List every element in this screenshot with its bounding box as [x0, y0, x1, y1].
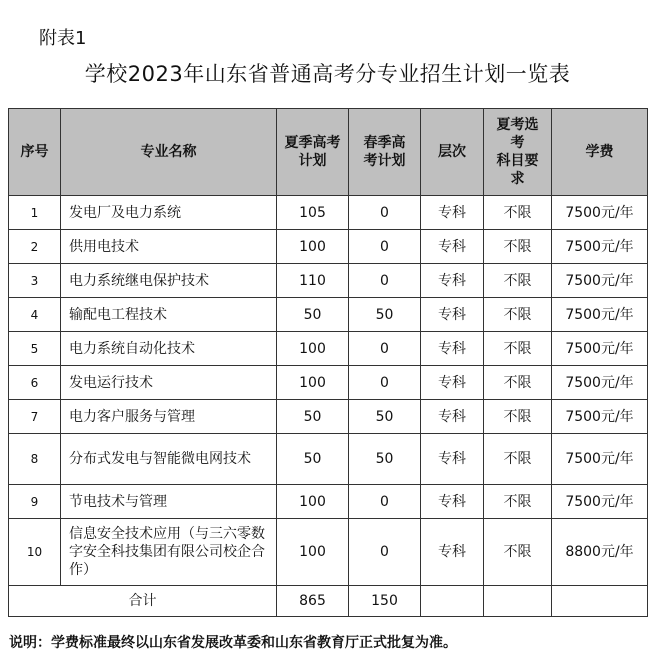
row-major: 分布式发电与智能微电网技术: [61, 434, 277, 485]
row-major: 电力系统自动化技术: [61, 332, 277, 366]
appendix-label: 附表1: [39, 28, 87, 49]
header-subjects-line4: 求: [510, 171, 525, 187]
row-summer: 50: [277, 298, 349, 332]
row-subjects: 不限: [484, 230, 552, 264]
row-fee: 7500元/年: [552, 264, 648, 298]
row-major: 输配电工程技术: [61, 298, 277, 332]
row-index: 2: [9, 230, 61, 264]
row-summer: 50: [277, 434, 349, 485]
row-summer: 100: [277, 230, 349, 264]
row-fee: 7500元/年: [552, 332, 648, 366]
row-major: 发电厂及电力系统: [61, 196, 277, 230]
row-level: 专科: [421, 332, 484, 366]
row-summer: 100: [277, 366, 349, 400]
header-summer-line1: 夏季高考: [284, 135, 341, 151]
total-fee-empty: [552, 586, 648, 617]
header-spring-plan: [349, 109, 421, 196]
page-title: 学校2023年山东省普通高考分专业招生计划一览表: [84, 62, 571, 86]
row-index: 9: [9, 485, 61, 519]
total-spring: 150: [349, 586, 421, 617]
row-major: 节电技术与管理: [61, 485, 277, 519]
row-spring: 0: [349, 264, 421, 298]
header-spring-line2: 考计划: [363, 153, 406, 169]
row-summer: 50: [277, 400, 349, 434]
header-summer-plan: [277, 109, 349, 196]
header-subjects: [484, 109, 552, 196]
table-row: [9, 400, 648, 434]
row-spring: 50: [349, 400, 421, 434]
table-row: [9, 485, 648, 519]
row-index: 6: [9, 366, 61, 400]
table-row: [9, 434, 648, 485]
footnote: 说明：学费标准最终以山东省发展改革委和山东省教育厅正式批复为准。: [9, 635, 457, 651]
row-summer: 110: [277, 264, 349, 298]
row-fee: 7500元/年: [552, 485, 648, 519]
total-label: 合计: [9, 586, 277, 617]
row-index: 3: [9, 264, 61, 298]
header-subjects-line2: 考: [510, 135, 525, 151]
header-level: 层次: [421, 109, 484, 196]
row-index: 5: [9, 332, 61, 366]
row-fee: 7500元/年: [552, 366, 648, 400]
row-major: 电力客户服务与管理: [61, 400, 277, 434]
row-fee: 7500元/年: [552, 434, 648, 485]
row-level: 专科: [421, 298, 484, 332]
header-subjects-line1: 夏考选: [496, 117, 539, 133]
row-subjects: 不限: [484, 298, 552, 332]
row-subjects: 不限: [484, 332, 552, 366]
total-level-empty: [421, 586, 484, 617]
table-row: [9, 366, 648, 400]
row-spring: 0: [349, 366, 421, 400]
row-major: 信息安全技术应用（与三六零数字安全科技集团有限公司校企合作）: [61, 519, 277, 586]
row-level: 专科: [421, 196, 484, 230]
row-spring: 0: [349, 519, 421, 586]
header-row: [9, 109, 648, 196]
table-row: [9, 264, 648, 298]
row-summer: 105: [277, 196, 349, 230]
row-summer: 100: [277, 519, 349, 586]
row-subjects: 不限: [484, 519, 552, 586]
row-fee: 7500元/年: [552, 230, 648, 264]
table-row: [9, 298, 648, 332]
row-level: 专科: [421, 264, 484, 298]
table-row: [9, 332, 648, 366]
row-fee: 7500元/年: [552, 400, 648, 434]
total-row: [9, 586, 648, 617]
row-index: 7: [9, 400, 61, 434]
row-spring: 0: [349, 196, 421, 230]
row-spring: 0: [349, 485, 421, 519]
header-spring-line1: 春季高: [363, 135, 406, 151]
row-major: 供用电技术: [61, 230, 277, 264]
row-subjects: 不限: [484, 485, 552, 519]
row-spring: 50: [349, 434, 421, 485]
header-fee: 学费: [552, 109, 648, 196]
row-fee: 8800元/年: [552, 519, 648, 586]
row-major: 电力系统继电保护技术: [61, 264, 277, 298]
row-major: 发电运行技术: [61, 366, 277, 400]
row-summer: 100: [277, 485, 349, 519]
row-level: 专科: [421, 519, 484, 586]
row-summer: 100: [277, 332, 349, 366]
row-index: 10: [9, 519, 61, 586]
table-row: [9, 230, 648, 264]
row-spring: 0: [349, 332, 421, 366]
row-level: 专科: [421, 230, 484, 264]
row-level: 专科: [421, 400, 484, 434]
header-subjects-line3: 科目要: [496, 153, 539, 169]
row-subjects: 不限: [484, 264, 552, 298]
row-level: 专科: [421, 366, 484, 400]
row-index: 1: [9, 196, 61, 230]
row-level: 专科: [421, 485, 484, 519]
row-subjects: 不限: [484, 196, 552, 230]
row-fee: 7500元/年: [552, 298, 648, 332]
header-major: 专业名称: [61, 109, 277, 196]
row-level: 专科: [421, 434, 484, 485]
row-index: 8: [9, 434, 61, 485]
row-spring: 50: [349, 298, 421, 332]
row-subjects: 不限: [484, 434, 552, 485]
total-summer: 865: [277, 586, 349, 617]
row-index: 4: [9, 298, 61, 332]
header-summer-line2: 计划: [298, 153, 327, 169]
row-subjects: 不限: [484, 366, 552, 400]
row-fee: 7500元/年: [552, 196, 648, 230]
table-row: [9, 519, 648, 586]
row-spring: 0: [349, 230, 421, 264]
row-subjects: 不限: [484, 400, 552, 434]
header-index: 序号: [9, 109, 61, 196]
table-row: [9, 196, 648, 230]
total-subjects-empty: [484, 586, 552, 617]
enrollment-table: [8, 108, 648, 617]
